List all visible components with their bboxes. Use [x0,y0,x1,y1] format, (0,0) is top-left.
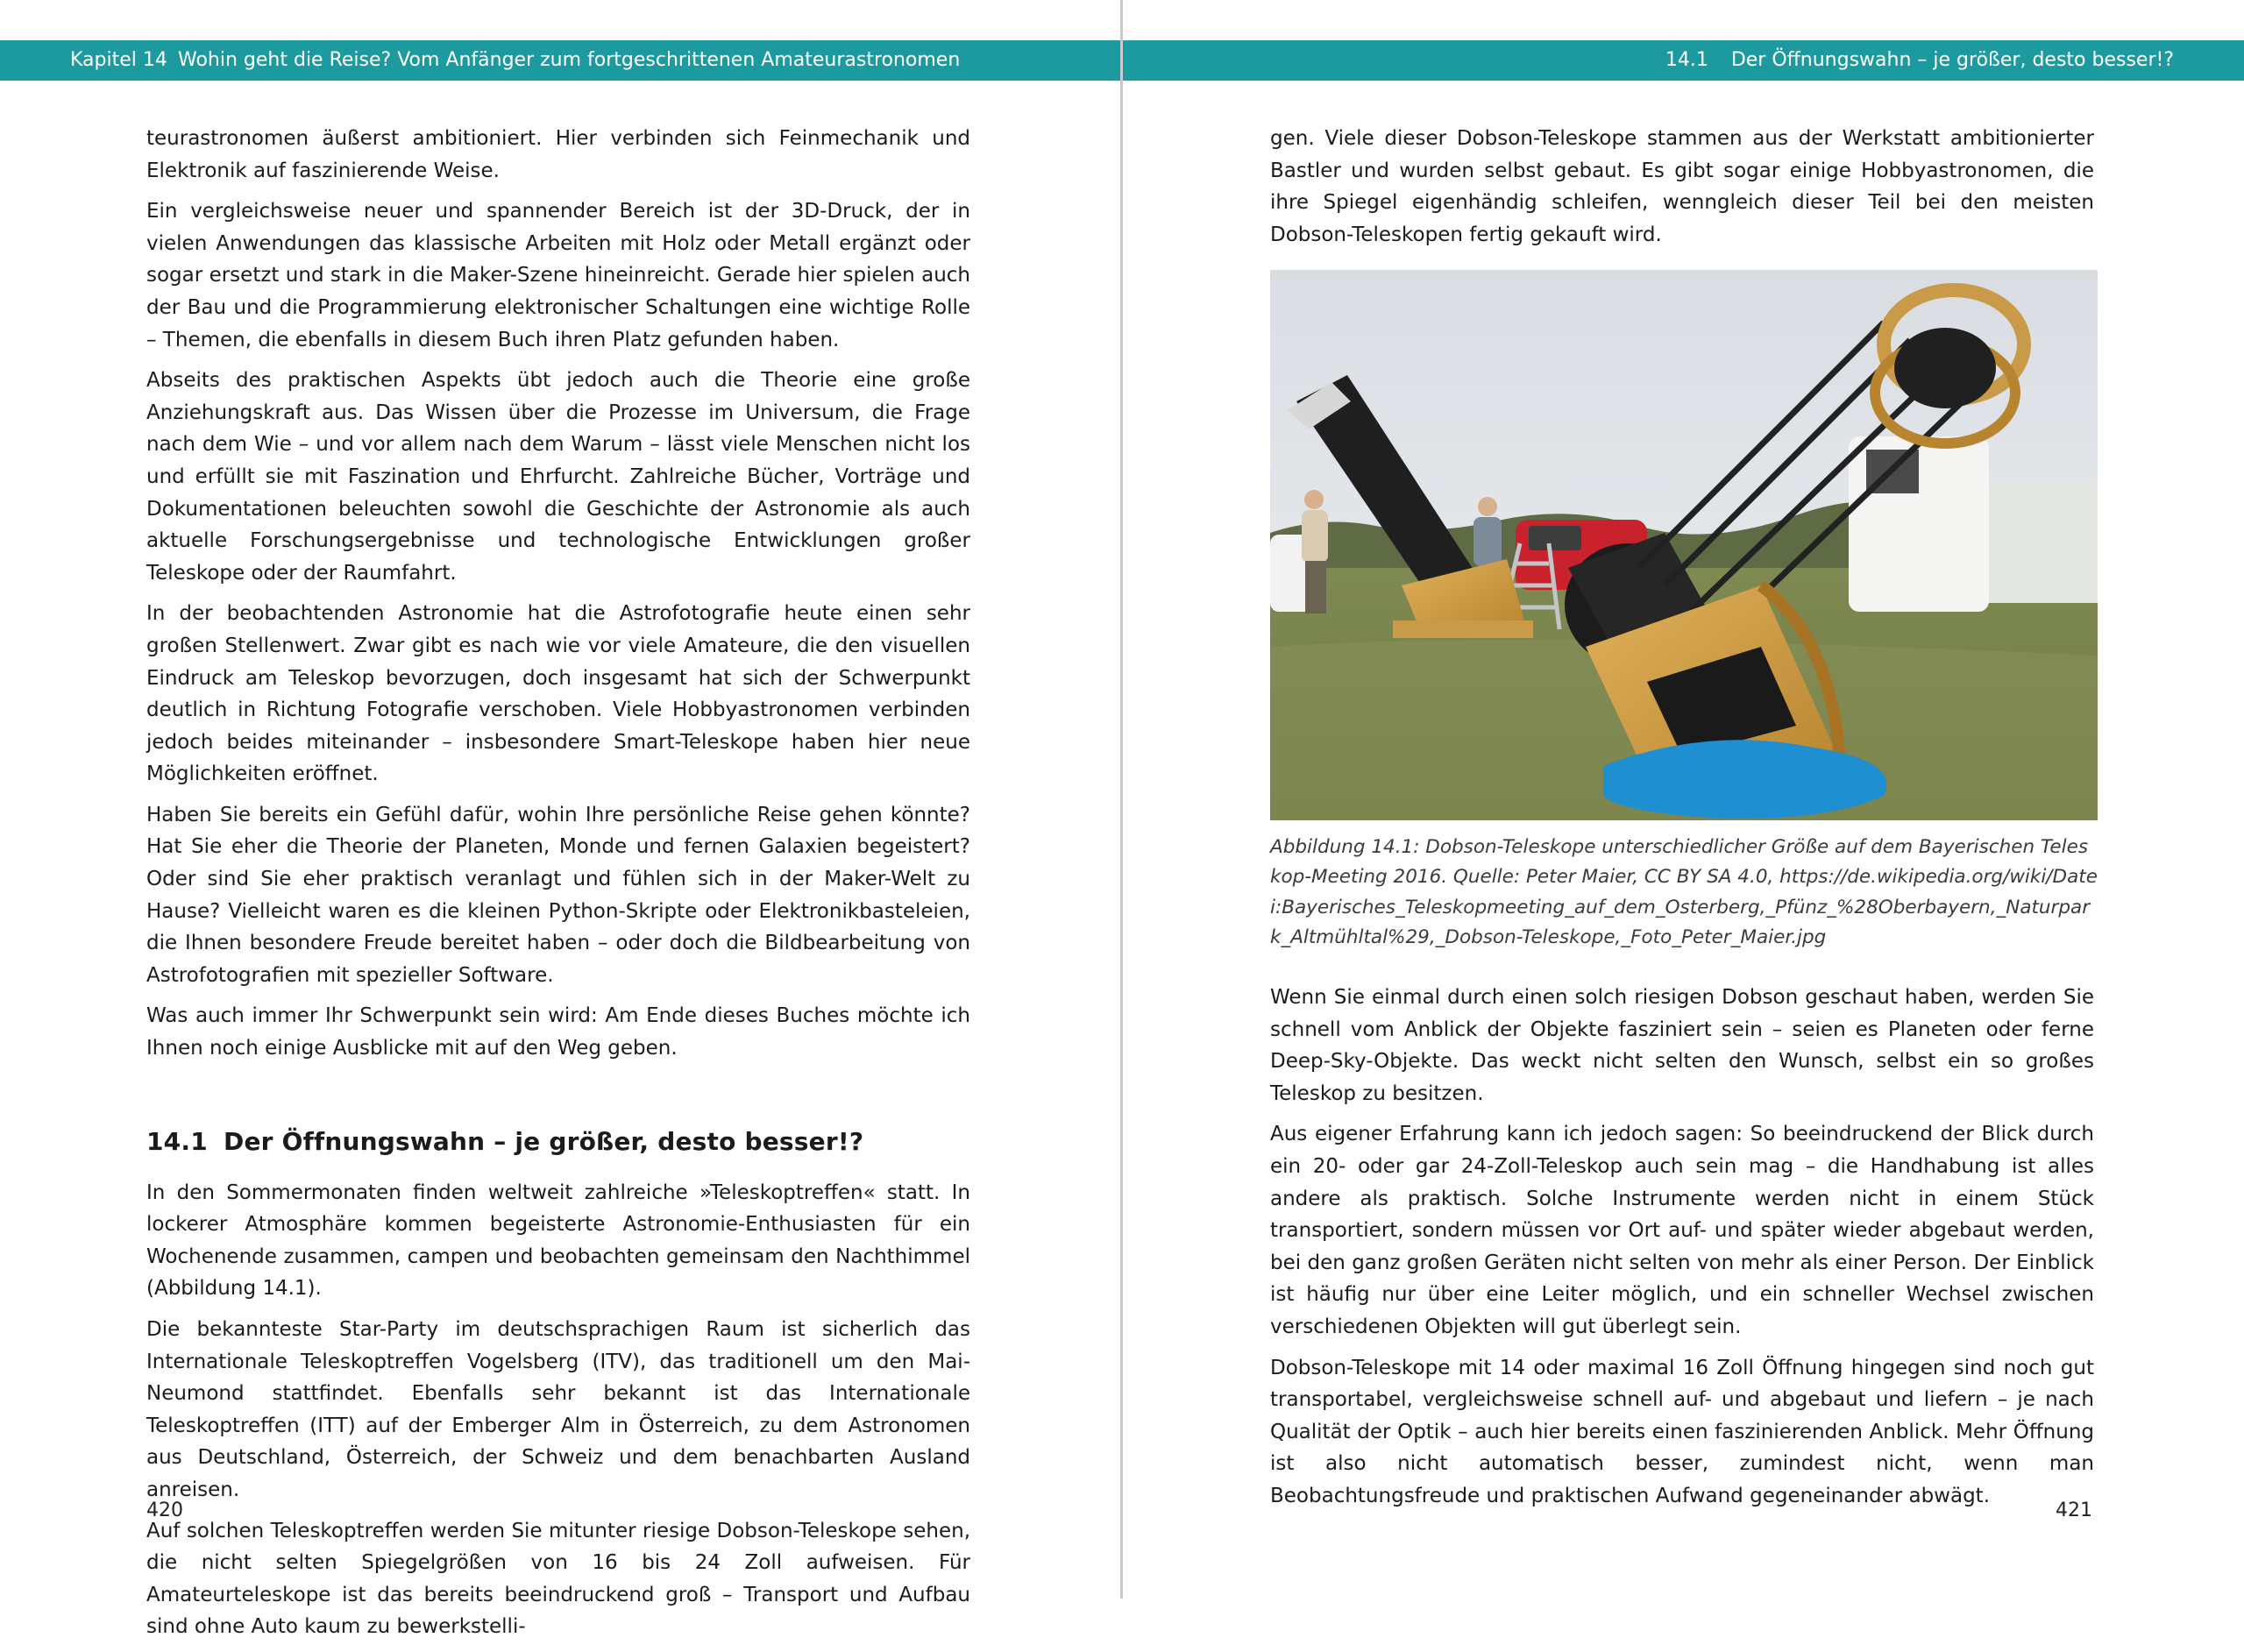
right-text-column [1270,982,2094,1521]
section-number: 14.1 [146,1126,208,1156]
right-page [1123,0,2244,1599]
caption-text: Dobson-Teleskope unterschiedlicher Größe auf dem Bayerischen Teleskop-Meeting 2016. Quelle: Peter Maier, CC BY SA 4.0, https://de.wikipedia.org/wiki/Datei:Bayerisches_Teleskopmeeting_auf_dem_Osterberg,_Pfünz_%28Oberbayern,_Naturpark_Altmühltal%29,_Dobson-Teleskope,_Foto_Peter_Maier.jpg [1270,836,2098,949]
page-number-right: 421 [2056,1500,2092,1521]
figure-caption [1270,833,2098,954]
header-section-number: 14.1 [1665,49,1708,71]
figure-dobson-photo [1270,270,2098,820]
chapter-label: Kapitel 14 [70,49,167,71]
paragraph: Ein vergleichsweise neuer und spannender Bereich ist der 3D-Druck, der in vielen Anwendungen das klassische Arbeiten mit Holz oder Metall ergänzt oder sogar ersetzt und stark in die Maker-Szene hineinreicht. Gerade hier spielen auch der Bau und die Programmierung elektronischer Schaltungen eine wichtige Rolle – Themen, die ebenfalls in diesem Buch ihren Platz gefunden haben. [146,200,970,351]
paragraph: In der beobachtenden Astronomie hat die Astrofotografie heute einen sehr großen Stellenwert. Zwar gibt es nach wie vor viele Amateure, die den visuellen Eindruck am Teleskop bevorzugen, doch insgesamt hat sich der Schwerpunkt deutlich in Richtung Fotografie verschoben. Viele Hobbyastronomen verbinden jedoch beides miteinander – insbesondere Smart-Teleskope haben hier neue Möglichkeiten eröffnet. [146,602,970,786]
paragraph: Wenn Sie einmal durch einen solch riesigen Dobson geschaut haben, werden Sie schnell vom Anblick der Objekte fasziniert sein – seien es Planeten oder ferne Deep-Sky-Objekte. Das weckt nicht selten den Wunsch, selbst ein so großes Teleskop zu besitzen. [1270,986,2094,1105]
section-title: Der Öffnungswahn – je größer, desto besser!? [224,1126,864,1156]
paragraph: Die bekannteste Star-Party im deutschsprachigen Raum ist sicherlich das Internationale Teleskoptreffen Vogelsberg (ITV), das traditionell um den Mai-Neumond stattfindet. Ebenfalls sehr bekannt ist das Internationale Teleskoptreffen (ITT) auf der Emberger Alm in Österreich, zu dem Astronomen aus Deutschland, Österreich, der Schweiz und dem benachbarten Ausland anreisen. [146,1318,970,1501]
paragraph: Haben Sie bereits ein Gefühl dafür, wohin Ihre persönliche Reise gehen könnte? Hat Sie eher die Theorie der Planeten, Monde und fernen Galaxien begeistert? Oder sind Sie eher praktisch veranlagt und fühlen sich in der Maker-Welt zu Hause? Vielleicht waren es die kleinen Python-Skripte oder Elektronikbasteleien, die Ihnen besondere Freude bereitet haben – oder doch die Bildbearbeitung von Astrofotografien mit spezieller Software. [146,803,970,987]
paragraph: Was auch immer Ihr Schwerpunkt sein wird: Am Ende dieses Buches möchte ich Ihnen noch einige Ausblicke mit auf den Weg geben. [146,1004,970,1060]
left-text-column [146,123,970,1652]
paragraph: In den Sommermonaten finden weltweit zahlreiche »Teleskoptreffen« statt. In lockerer Atmosphäre kommen begeisterte Astronomie-Enthusiasten für ein Wochenende zusammen, campen und beobachten gemeinsam den Nachthimmel (Abbildung 14.1). [146,1181,970,1301]
left-running-header [0,40,1121,81]
page-number-left: 420 [146,1500,183,1521]
paragraph: gen. Viele dieser Dobson-Teleskope stammen aus der Werkstatt ambitionierter Bastler und wurden selbst gebaut. Es gibt sogar einige Hobbyastronomen, die ihre Spiegel eigenhändig schleifen, wenngleich dieser Teil bei den meisten Dobson-Teleskopen fertig gekauft wird. [1270,127,2094,246]
caption-label: Abbildung 14.1: [1270,836,1420,858]
chapter-title: Wohin geht die Reise? Vom Anfänger zum fortgeschrittenen Amateurastronomen [178,49,961,71]
section-heading [146,1126,970,1158]
header-section-title: Der Öffnungswahn – je größer, desto besser!? [1730,49,2174,71]
left-page [0,0,1121,1639]
paragraph: Auf solchen Teleskoptreffen werden Sie mitunter riesige Dobson-Teleskope sehen, die nicht selten Spiegelgrößen von 16 bis 24 Zoll aufweisen. Für Amateurteleskope ist das bereits beeindruckend groß – Transport und Aufbau sind ohne Auto kaum zu bewerkstelli- [146,1519,970,1639]
paragraph: Dobson-Teleskope mit 14 oder maximal 16 Zoll Öffnung hingegen sind noch gut transportabel, vergleichsweise schnell auf- und abgebaut und liefern – je nach Qualität der Optik – auch hier bereits einen faszinierenden Anblick. Mehr Öffnung ist also nicht automatisch besser, zumindest nicht, wenn man Beobachtungsfreude und praktischen Aufwand gegeneinander abwägt. [1270,1356,2094,1507]
photo-dobson-telescopes-icon [1270,270,2098,820]
right-intro-text [1270,123,2094,259]
right-running-header [1123,40,2244,81]
paragraph: Aus eigener Erfahrung kann ich jedoch sagen: So beeindruckend der Blick durch ein 20- oder gar 24-Zoll-Teleskop auch sein mag – die Handhabung ist alles andere als praktisch. Solche Instrumente werden nicht in einem Stück transportiert, sondern müssen vor Ort auf- und später wieder abgebaut werden, bei den ganz großen Geräten nicht selten von mehr als einer Person. Der Einblick ist häufig nur über eine Leiter möglich, und ein schneller Wechsel zwischen verschiedenen Objekten will gut überlegt sein. [1270,1123,2094,1338]
paragraph: Abseits des praktischen Aspekts übt jedoch auch die Theorie eine große Anziehungskraft aus. Das Wissen über die Prozesse im Universum, die Frage nach dem Wie – und vor allem nach dem Warum – lässt viele Menschen nicht los und erfüllt sie mit Faszination und Ehrfurcht. Zahlreiche Bücher, Vorträge und Dokumentationen beleuchten sowohl die Geschichte der Astronomie als auch aktuelle Forschungsergebnisse und technologische Entwicklungen großer Teleskope oder der Raumfahrt. [146,369,970,585]
paragraph: teurastronomen äußerst ambitioniert. Hier verbinden sich Feinmechanik und Elektronik auf faszinierende Weise. [146,127,970,182]
